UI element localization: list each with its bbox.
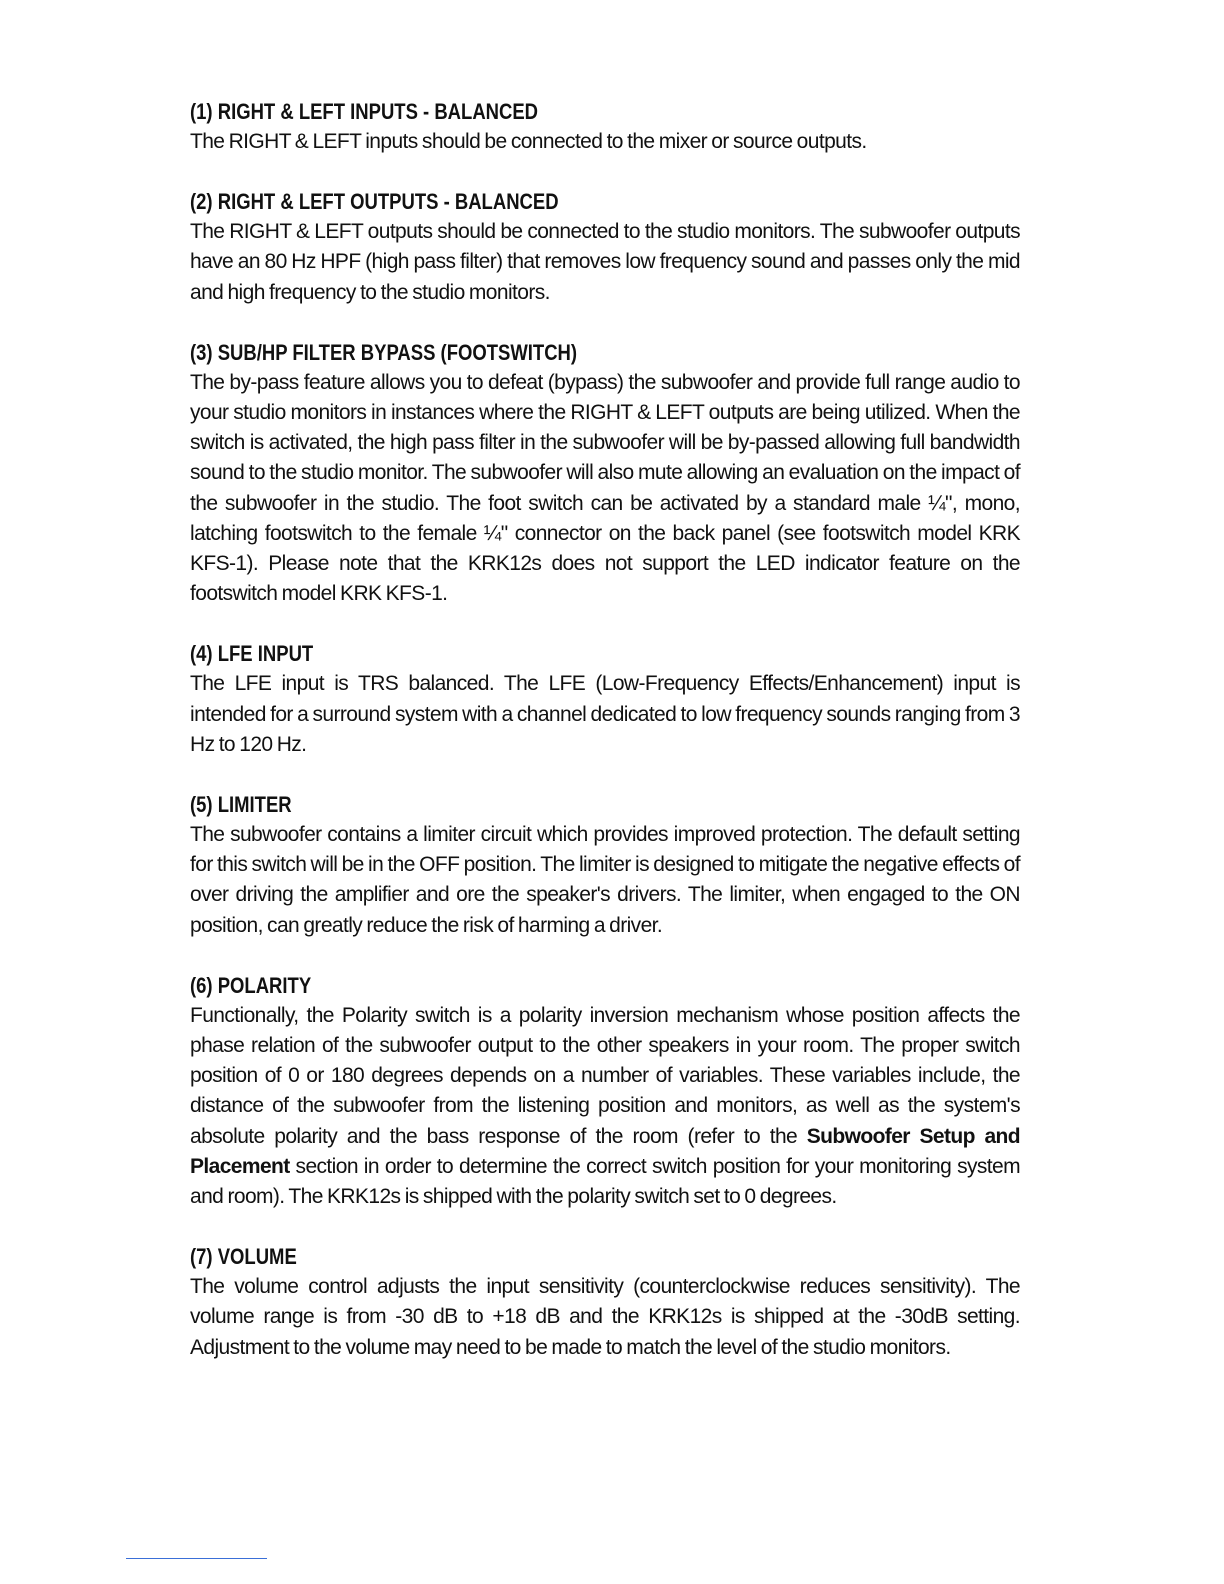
footnote-divider	[126, 1558, 267, 1559]
section-heading: (2) RIGHT & LEFT OUTPUTS - BALANCED	[190, 189, 559, 215]
section-body: The RIGHT & LEFT outputs should be connected to the studio monitors. The subwoofer outputs have an 80 Hz HPF (high pass filter) that removes low frequency sound and passes only the mid and high frequency to the studio monitors.	[190, 220, 1020, 304]
body-text-after: section in order to determine the correct switch position for your monitoring system and room). The KRK12s is shipped with the polarity switch set to 0 degrees.	[190, 1154, 1020, 1209]
section-volume	[190, 1241, 1020, 1363]
document-page	[190, 96, 1020, 1392]
section-reference-link-text: Subwoofer Setup and Placement	[190, 1124, 1020, 1178]
section-body: The RIGHT & LEFT inputs should be connected to the mixer or source outputs.	[190, 130, 867, 153]
section-heading: (5) LIMITER	[190, 792, 292, 818]
section-heading: (6) POLARITY	[190, 972, 312, 998]
section-body: The volume control adjusts the input sensitivity (counterclockwise reduces sensitivity). The volume range is from -30 dB to +18 dB and the KRK12s is shipped at the -30dB setting. Adjustment to the volume may need to be made to match the level of the studio monitors.	[190, 1275, 1020, 1359]
section-body: The by-pass feature allows you to defeat (bypass) the subwoofer and provide full range audio to your studio monitors in instances where the RIGHT & LEFT outputs are being utilized. When the switch is activated, the high pass filter in the subwoofer will be by-passed allowing full bandwidth sound to the studio monitor. The subwoofer will also mute allowing an evaluation on the impact of the subwoofer in the studio. The foot switch can be activated by a standard male ¼", mono, latching footswitch to the female ¼" connector on the back panel (see footswitch model KRK KFS-1). Please note that the KRK12s does not support the LED indicator feature on the footswitch model KRK KFS-1.	[190, 370, 1020, 606]
section-right-left-inputs	[190, 96, 1020, 157]
section-heading: (4) LFE INPUT	[190, 641, 314, 667]
section-body: The LFE input is TRS balanced. The LFE (Low-Frequency Effects/Enhancement) input is intended for a surround system with a channel dedicated to low frequency sounds ranging from 3 Hz to 120 Hz.	[190, 672, 1020, 756]
section-heading: (1) RIGHT & LEFT INPUTS - BALANCED	[190, 99, 539, 124]
section-lfe-input	[190, 638, 1020, 760]
section-filter-bypass	[190, 337, 1020, 610]
section-limiter	[190, 789, 1020, 941]
section-right-left-outputs	[190, 186, 1020, 308]
section-polarity	[190, 970, 1020, 1212]
section-body	[190, 1001, 1020, 1212]
section-body: The subwoofer contains a limiter circuit which provides improved protection. The default setting for this switch will be in the OFF position. The limiter is designed to mitigate the negative effects of over driving the amplifier and ore the speaker's drivers. The limiter, when engaged to the ON position, can greatly reduce the risk of harming a driver.	[190, 823, 1020, 937]
body-text-before: Functionally, the Polarity switch is a polarity inversion mechanism whose position affects the phase relation of the subwoofer output to the other speakers in your room. The proper switch position of 0 or 180 degrees depends on a number of variables. These variables include, the distance of the subwoofer from the listening position and monitors, as well as the system's absolute polarity and the bass response of the room (refer to the	[190, 1003, 1020, 1148]
section-heading: (7) VOLUME	[190, 1244, 297, 1270]
section-heading: (3) SUB/HP FILTER BYPASS (FOOTSWITCH)	[190, 339, 578, 365]
